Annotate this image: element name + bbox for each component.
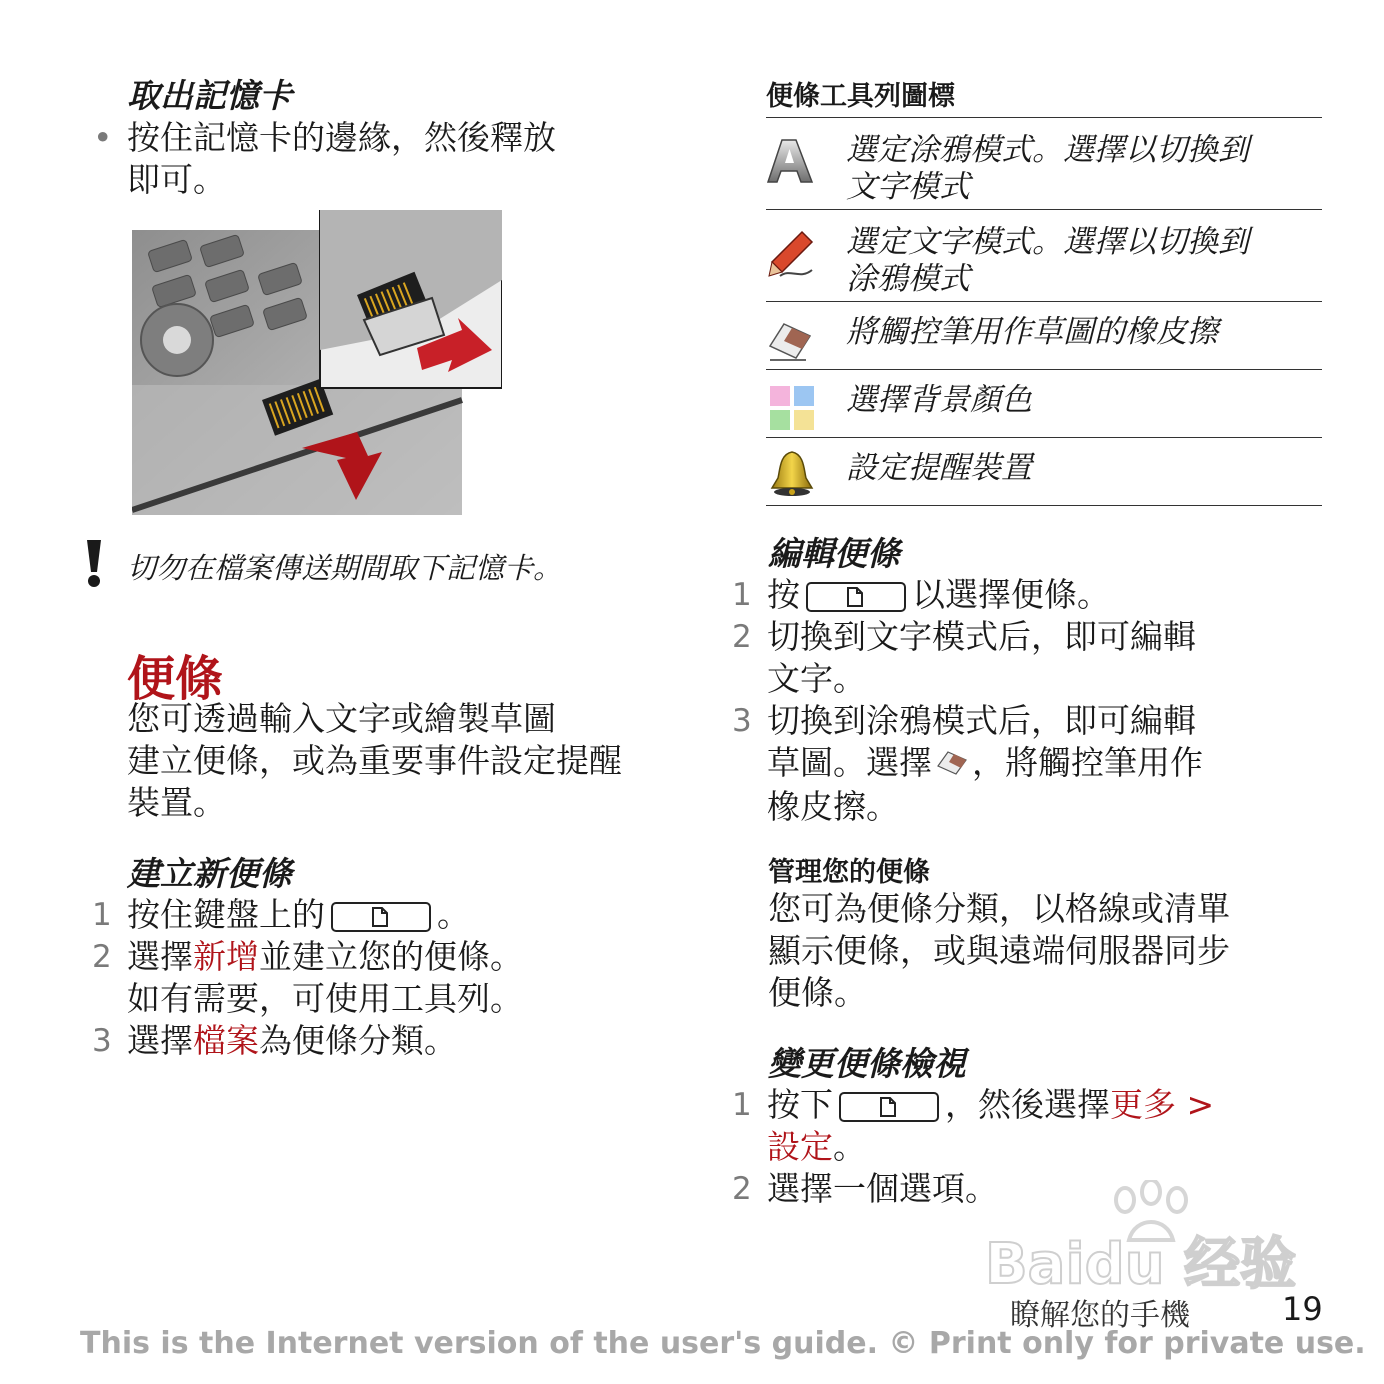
edit-note-heading: 編輯便條 [768,534,900,573]
step-3 [92,1020,682,1062]
create-note-heading: 建立新便條 [127,854,292,893]
eraser-icon [766,314,818,366]
edit-steps [732,574,1332,828]
row-line-1: 選定涂鴉模式。選擇以切換到 [846,132,1249,168]
toolbar-row-text [846,224,1249,298]
toolbar-row-text [846,132,1249,206]
row-line-2: 文字模式 [846,169,970,205]
step-end: 。 [833,1127,866,1166]
bullet-line-2: 即可。 [127,160,226,199]
row-line-2: 涂鴉模式 [846,261,970,297]
step-text: 按住鍵盤上的 [127,895,325,934]
change-view-heading: 變更便條檢視 [768,1044,966,1083]
section-title: 便條 [127,651,224,707]
manage-notes-text [768,888,1328,1014]
step-text: 選擇 [127,1021,193,1060]
toolbar-row-graffiti [766,118,1322,210]
manage-line-2: 顯示便條，或與遠端伺服器同步 [768,931,1230,970]
toolbar-row-text-mode [766,210,1322,302]
step-number: 1 [92,897,112,933]
note-key-icon [839,1092,939,1122]
pencil-icon [766,228,818,280]
warning-icon [84,540,104,588]
bell-icon [766,448,818,500]
step-number: 2 [92,939,112,975]
remove-card-heading: 取出記憶卡 [127,76,292,115]
toolbar-row-reminder [766,438,1322,506]
note-key-icon [331,902,431,932]
step-text: 以選擇便條。 [912,575,1110,614]
row-line-1: 將觸控筆用作草圖的橡皮擦 [846,314,1218,350]
toolbar-row-text [846,382,1032,419]
step-3 [732,700,1332,828]
remove-card-bullet [93,117,653,201]
manage-line-3: 便條。 [768,973,867,1012]
graffiti-a-icon [766,136,818,188]
row-line-1: 選定文字模式。選擇以切換到 [846,224,1249,260]
step-line-2 [767,742,1332,786]
step-number: 2 [732,1171,752,1207]
footer-notice: This is the Internet version of the user's guide. © Print only for private use. [80,1326,1366,1361]
toolbar-icons-heading: 便條工具列圖標 [766,81,955,112]
memory-card-illustration [132,210,502,515]
new-option-link: 新增 [193,937,259,976]
more-option-link: 更多 > [1110,1085,1215,1124]
manage-line-1: 您可為便條分類，以格線或清單 [768,889,1230,928]
step-text: 草圖。選擇 [767,743,932,782]
bullet-line-1: 按住記憶卡的邊緣，然後釋放 [127,118,556,157]
step-number: 1 [732,577,752,613]
warning-text: 切勿在檔案傳送期間取下記憶卡。 [127,551,563,585]
step-1 [92,894,682,936]
intro-line-2: 建立便條，或為重要事件設定提醒 [127,741,622,780]
baidu-watermark [985,1180,1315,1300]
color-squares-icon [766,382,818,434]
page-number: 19 [1282,1290,1323,1328]
eraser-icon [936,744,968,786]
step-text-line-2: 如有需要，可使用工具列。 [127,979,523,1018]
step-number: 1 [732,1087,752,1123]
intro-line-3: 裝置。 [127,783,226,822]
step-2 [92,936,682,1020]
step-line-2: 文字。 [767,659,866,698]
step-1 [732,1084,1332,1168]
bullet-dot: • [93,118,113,157]
step-text: 按下 [767,1085,833,1124]
step-text: ，然後選擇 [945,1085,1110,1124]
step-text: 選擇一個選項。 [767,1169,998,1208]
step-text: 為便條分類。 [259,1021,457,1060]
step-number: 3 [92,1023,112,1059]
step-text: 並建立您的便條。 [259,937,523,976]
step-end: 。 [437,895,470,934]
step-line-1: 切換到涂鴉模式后，即可編輯 [767,701,1196,740]
step-text: 按 [767,575,800,614]
step-number: 3 [732,703,752,739]
watermark-text: Baidu 经验 [985,1232,1297,1297]
intro-line-1: 您可透過輸入文字或繪製草圖 [127,699,556,738]
manage-notes-heading: 管理您的便條 [768,857,930,888]
toolbar-row-text [846,450,1032,487]
notes-intro [127,698,687,824]
step-1 [732,574,1332,616]
toolbar-row-eraser [766,302,1322,370]
footer-section: 瞭解您的手機 [1010,1298,1190,1333]
step-text: ，將觸控筆用作 [972,743,1203,782]
step-line-1: 切換到文字模式后，即可編輯 [767,617,1196,656]
settings-option-link: 設定 [767,1127,833,1166]
step-text: 選擇 [127,937,193,976]
step-2 [732,616,1332,700]
row-line-1: 選擇背景顏色 [846,382,1032,418]
file-option-link: 檔案 [193,1021,259,1060]
step-number: 2 [732,619,752,655]
create-steps [92,894,682,1062]
toolbar-row-background [766,370,1322,438]
note-key-icon [806,582,906,612]
row-line-1: 設定提醒裝置 [846,450,1032,486]
toolbar-row-text [846,314,1218,351]
step-line-3: 橡皮擦。 [767,786,899,826]
